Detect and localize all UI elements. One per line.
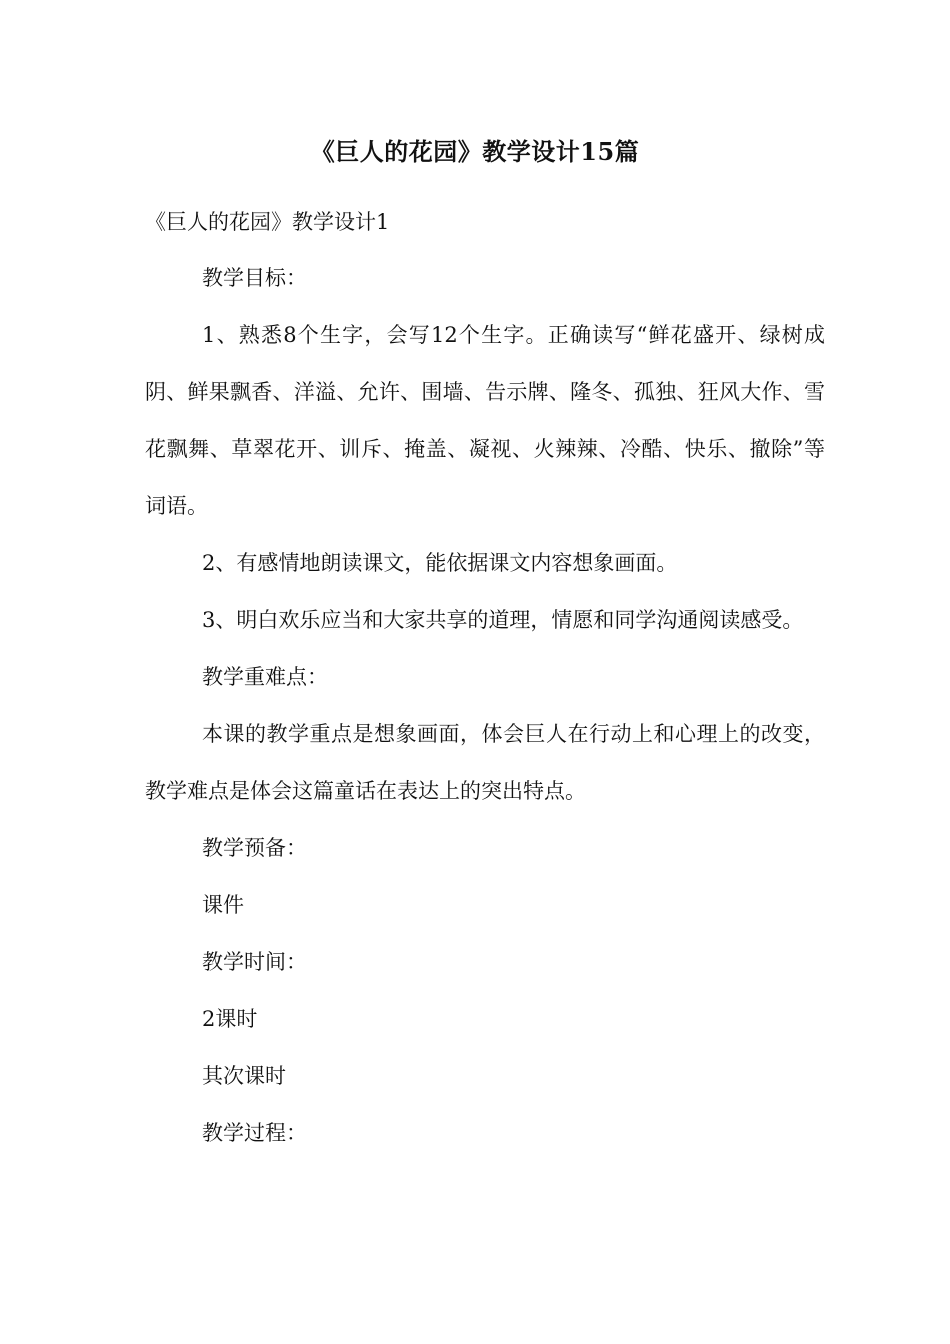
document-title: 《巨人的花园》教学设计15篇 xyxy=(310,137,640,166)
paragraph-objective-3: 3、明白欢乐应当和大家共享的道理，情愿和同学沟通阅读感受。 xyxy=(202,608,804,632)
paragraph-time-heading: 教学时间： xyxy=(202,950,307,974)
paragraph-lesson: 其次课时 xyxy=(202,1064,286,1088)
paragraph-objective-2: 2、有感情地朗读课文，能依据课文内容想象画面。 xyxy=(202,551,678,575)
document-body xyxy=(145,250,825,1162)
paragraph-key-points-heading: 教学重难点： xyxy=(202,665,328,689)
paragraph-preparation: 课件 xyxy=(202,893,244,917)
paragraph-process-heading: 教学过程： xyxy=(202,1121,307,1145)
paragraph-preparation-heading: 教学预备： xyxy=(202,836,307,860)
paragraph-objective-1: 1、熟悉8个生字，会写12个生字。正确读写“鲜花盛开、绿树成阴、鲜果飘香、洋溢、允许、围墙、告示牌、隆冬、孤独、狂风大作、雪花飘舞、草翠花开、训斥、掩盖、凝视、火辣辣、冷酷、快乐、撤除”等词语。 xyxy=(145,323,825,518)
section-heading: 《巨人的花园》教学设计1 xyxy=(145,210,390,234)
paragraph-time: 2课时 xyxy=(202,1007,258,1031)
paragraph-key-points: 本课的教学重点是想象画面，体会巨人在行动上和心理上的改变，教学难点是体会这篇童话在表达上的突出特点。 xyxy=(145,722,825,803)
paragraph-objectives-heading: 教学目标： xyxy=(202,266,307,290)
